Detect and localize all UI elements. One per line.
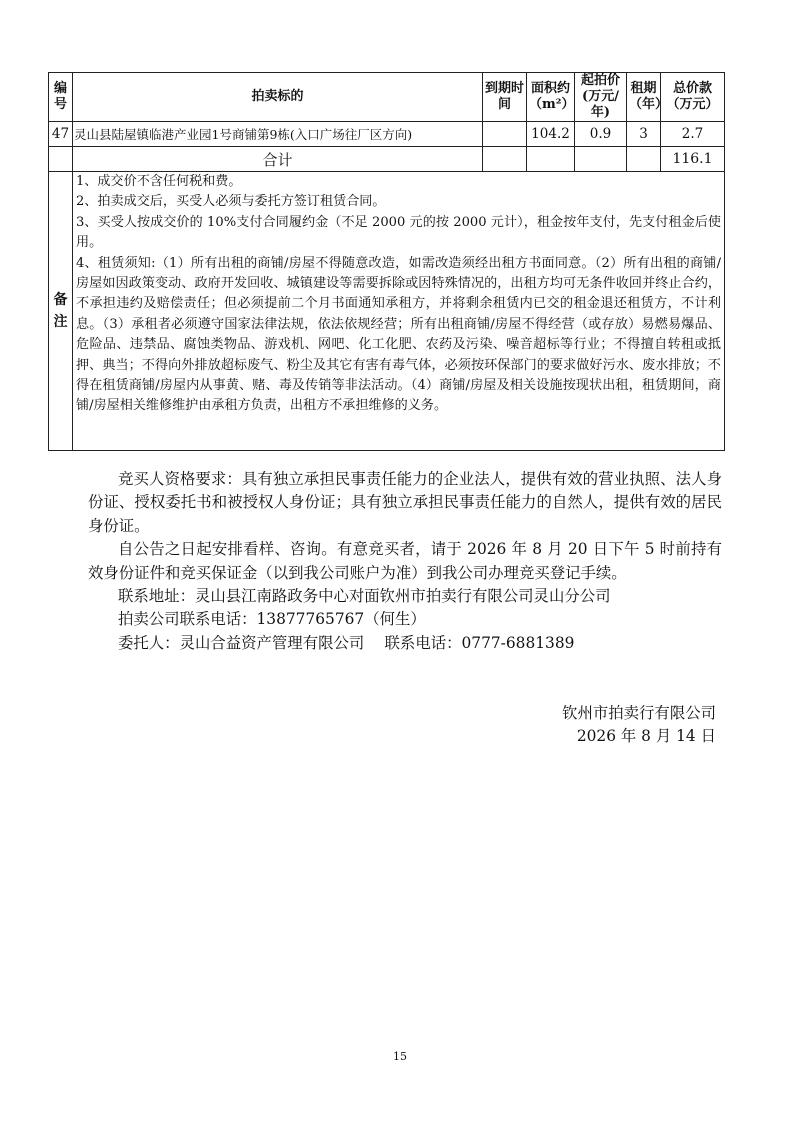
table-header-row xyxy=(49,73,725,122)
note-2: 2、拍卖成交后，买受人必须与委托方签订租赁合同。 xyxy=(76,194,386,210)
row-total: 2.7 xyxy=(661,122,725,147)
row-due-time xyxy=(483,122,527,147)
page-number: 15 xyxy=(393,1050,407,1063)
note-3: 3、买受人按成交价的 10%支付合同履约金（不足 2000 元的按 2000 元计），租金按年支付，先支付租金后使用。 xyxy=(76,214,721,251)
note-1: 1、成交价不含任何税和费。 xyxy=(76,174,242,189)
note-4: 4、租赁须知:（1）所有出租的商铺/房屋不得随意改造，如需改造须经出租方书面同意。（2）所有出租的商铺/房屋如因政策变动、政府开发回收、城镇建设等需要拆除或因特殊情况的，出租方均可无条件收回并终止合约，不承担违约及赔偿责任；但必须提前二个月书面通知承租方，并将剩余租赁内已交的租金退还租赁方，不计利息。（3）承租者必须遵守国家法律法规，依法依规经营；所有出租商铺/房屋不得经营（或存放）易燃易爆品、危险品、违禁品、腐蚀类物品、游戏机、网吧、化工化肥、农药及污染、噪音超标等行业；不得擅自转租或抵押、典当；不得向外排放超标废气、粉尘及其它有害有毒气体，必须按环保部门的要求做好污水、废水排放；不得在租赁商铺/房屋内从事黄、赌、毒及传销等非法活动。（4）商铺/房屋及相关设施按现状出租，租赁期间，商铺/房屋相关维修维护由承租方负责，出租方不承担维修的义务。 xyxy=(76,255,721,414)
signature-company: 钦州市拍卖行有限公司 xyxy=(562,704,716,722)
row-item: 灵山县陆屋镇临港产业园1号商铺第9栋(入口广场往厂区方向) xyxy=(73,122,483,147)
notes-content xyxy=(73,172,725,451)
row-period: 3 xyxy=(627,122,661,147)
header-period: 租期（年） xyxy=(627,73,661,122)
notes-label: 备注 xyxy=(49,172,73,451)
total-value: 116.1 xyxy=(661,147,725,172)
auction-company-phone: 拍卖公司联系电话：13877765767（何生） xyxy=(118,610,426,629)
schedule-paragraph: 自公告之日起安排看样、咨询。有意竞买者，请于 2026 年 8 月 20 日下午 5 时前持有效身份证件和竞买保证金（以到我公司账户为准）到我公司办理竞买登记手续。 xyxy=(88,540,722,582)
table-row xyxy=(49,122,725,147)
notes-row xyxy=(49,172,725,451)
header-due-time: 到期时间 xyxy=(483,73,527,122)
signature-block xyxy=(562,702,716,749)
header-area: 面积约（m²） xyxy=(527,73,575,122)
principal-contact: 委托人：灵山合益资产管理有限公司 联系电话：0777-6881389 xyxy=(118,633,575,652)
row-area: 104.2 xyxy=(527,122,575,147)
header-start-price: 起拍价(万元/年) xyxy=(575,73,627,122)
total-label: 合计 xyxy=(73,147,483,172)
row-no: 47 xyxy=(49,122,73,147)
announcement-body xyxy=(88,468,722,655)
header-item: 拍卖标的 xyxy=(73,73,483,122)
auction-table xyxy=(48,72,725,451)
row-start-price: 0.9 xyxy=(575,122,627,147)
total-blank xyxy=(49,147,73,172)
header-no: 编号 xyxy=(49,73,73,122)
qualification-paragraph: 竞买人资格要求：具有独立承担民事责任能力的企业法人，提供有效的营业执照、法人身份证、授权委托书和被授权人身份证；具有独立承担民事责任能力的自然人，提供有效的居民身份证。 xyxy=(88,470,722,535)
signature-date: 2026 年 8 月 14 日 xyxy=(576,727,716,746)
total-row xyxy=(49,147,725,172)
header-total: 总价款（万元） xyxy=(661,73,725,122)
contact-address: 联系地址：灵山县江南路政务中心对面钦州市拍卖行有限公司灵山分公司 xyxy=(118,587,611,606)
